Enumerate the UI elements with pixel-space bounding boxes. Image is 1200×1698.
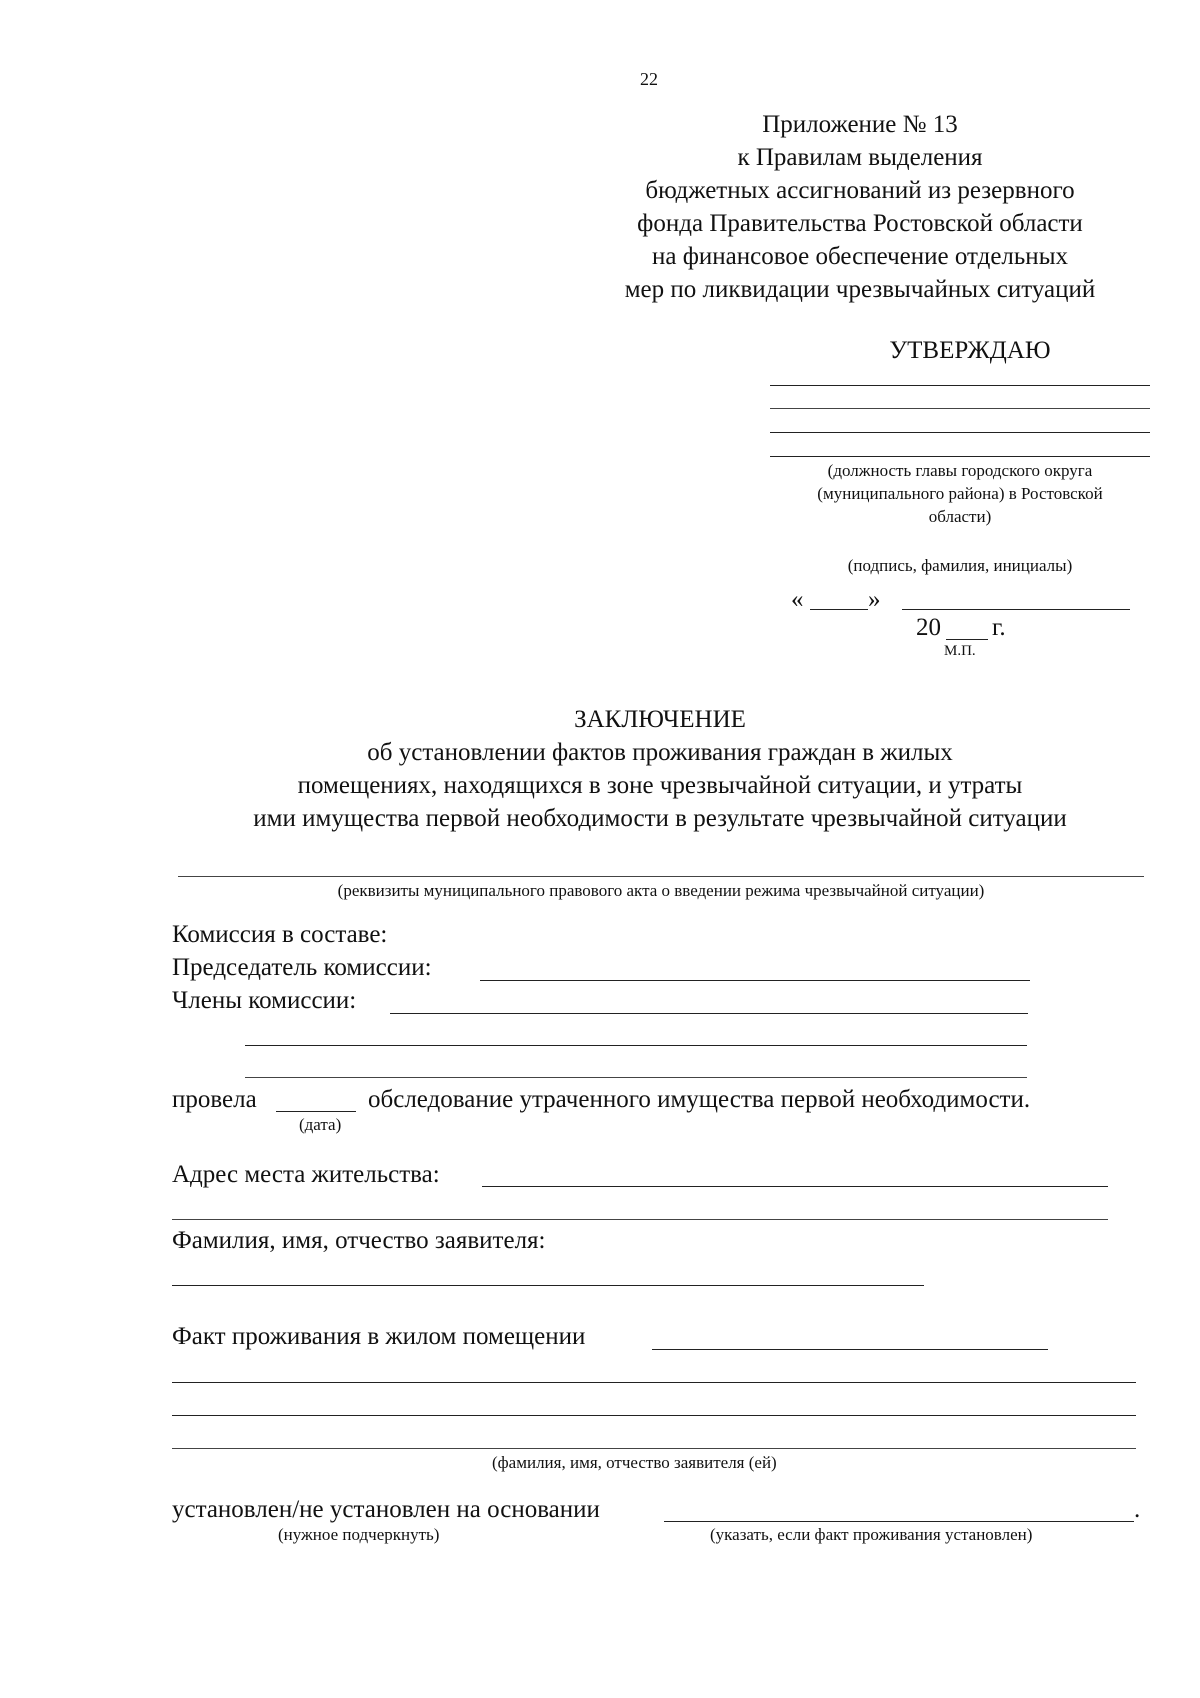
residence-label: Факт проживания в жилом помещении (172, 1323, 586, 1350)
title-line: помещениях, находящихся в зоне чрезвычайной ситуации, и утраты (297, 772, 1023, 799)
stamp-mark: М.П. (944, 643, 976, 659)
applicant-caption: (фамилия, имя, отчество заявителя (ей) (492, 1453, 777, 1472)
document-title: ЗАКЛЮЧЕНИЕ (574, 706, 746, 733)
position-caption: области) (928, 507, 992, 526)
address-blank (482, 1186, 1108, 1187)
conducted-suffix: обследование утраченного имущества первой необходимости. (368, 1086, 1031, 1113)
address-label: Адрес места жительства: (172, 1161, 440, 1188)
act-caption: (реквизиты муниципального правового акта о введении режима чрезвычайной ситуации) (337, 881, 985, 900)
approval-line (770, 432, 1150, 433)
basis-caption: (указать, если факт проживания установлен) (710, 1525, 1033, 1544)
page-number: 22 (640, 69, 658, 89)
appendix-line: на финансовое обеспечение отдельных (651, 243, 1068, 270)
position-caption: (должность главы городского округа (827, 461, 1093, 480)
position-caption: (муниципального района) в Ростовской (817, 484, 1103, 503)
members-blank (245, 1077, 1027, 1078)
chairman-blank (480, 980, 1030, 981)
month-blank (902, 609, 1130, 610)
applicant-label: Фамилия, имя, отчество заявителя: (172, 1227, 546, 1254)
approval-line (770, 408, 1150, 409)
commission-label: Комиссия в составе: (172, 921, 388, 948)
chairman-label: Председатель комиссии: (172, 954, 432, 981)
day-blank (810, 609, 868, 610)
date-caption: (дата) (299, 1115, 342, 1134)
appendix-line: бюджетных ассигнований из резервного (645, 177, 1075, 204)
title-line: ими имущества первой необходимости в результате чрезвычайной ситуации (253, 805, 1067, 832)
residence-blank (172, 1382, 1136, 1383)
approval-heading: УТВЕРЖДАЮ (889, 337, 1051, 364)
members-blank (390, 1013, 1028, 1014)
underline-caption: (нужное подчеркнуть) (278, 1525, 440, 1544)
residence-blank (172, 1415, 1136, 1416)
date-open-quote: « (791, 586, 804, 613)
residence-blank (652, 1349, 1048, 1350)
act-blank (178, 876, 1144, 877)
members-label: Члены комиссии: (172, 987, 357, 1014)
year-prefix: 20 (916, 614, 941, 641)
title-line: об установлении фактов проживания граждан в жилых (367, 739, 953, 766)
appendix-line: Приложение № 13 (762, 111, 958, 138)
date-blank (276, 1111, 356, 1112)
established-label: установлен/не установлен на основании (172, 1496, 600, 1523)
approval-line (770, 385, 1150, 386)
approval-line (770, 456, 1150, 457)
date-close-quote: » (868, 586, 881, 613)
conducted-prefix: провела (172, 1086, 257, 1113)
appendix-line: фонда Правительства Ростовской области (637, 210, 1083, 237)
appendix-line: мер по ликвидации чрезвычайных ситуаций (624, 276, 1096, 303)
basis-blank (664, 1521, 1134, 1522)
appendix-line: к Правилам выделения (737, 144, 983, 171)
address-blank (172, 1219, 1108, 1220)
year-blank (946, 639, 988, 640)
members-blank (245, 1045, 1027, 1046)
signature-caption: (подпись, фамилия, инициалы) (847, 556, 1073, 575)
residence-blank (172, 1448, 1136, 1449)
applicant-blank (172, 1285, 924, 1286)
year-suffix: г. (992, 614, 1006, 641)
established-end: . (1134, 1496, 1141, 1523)
